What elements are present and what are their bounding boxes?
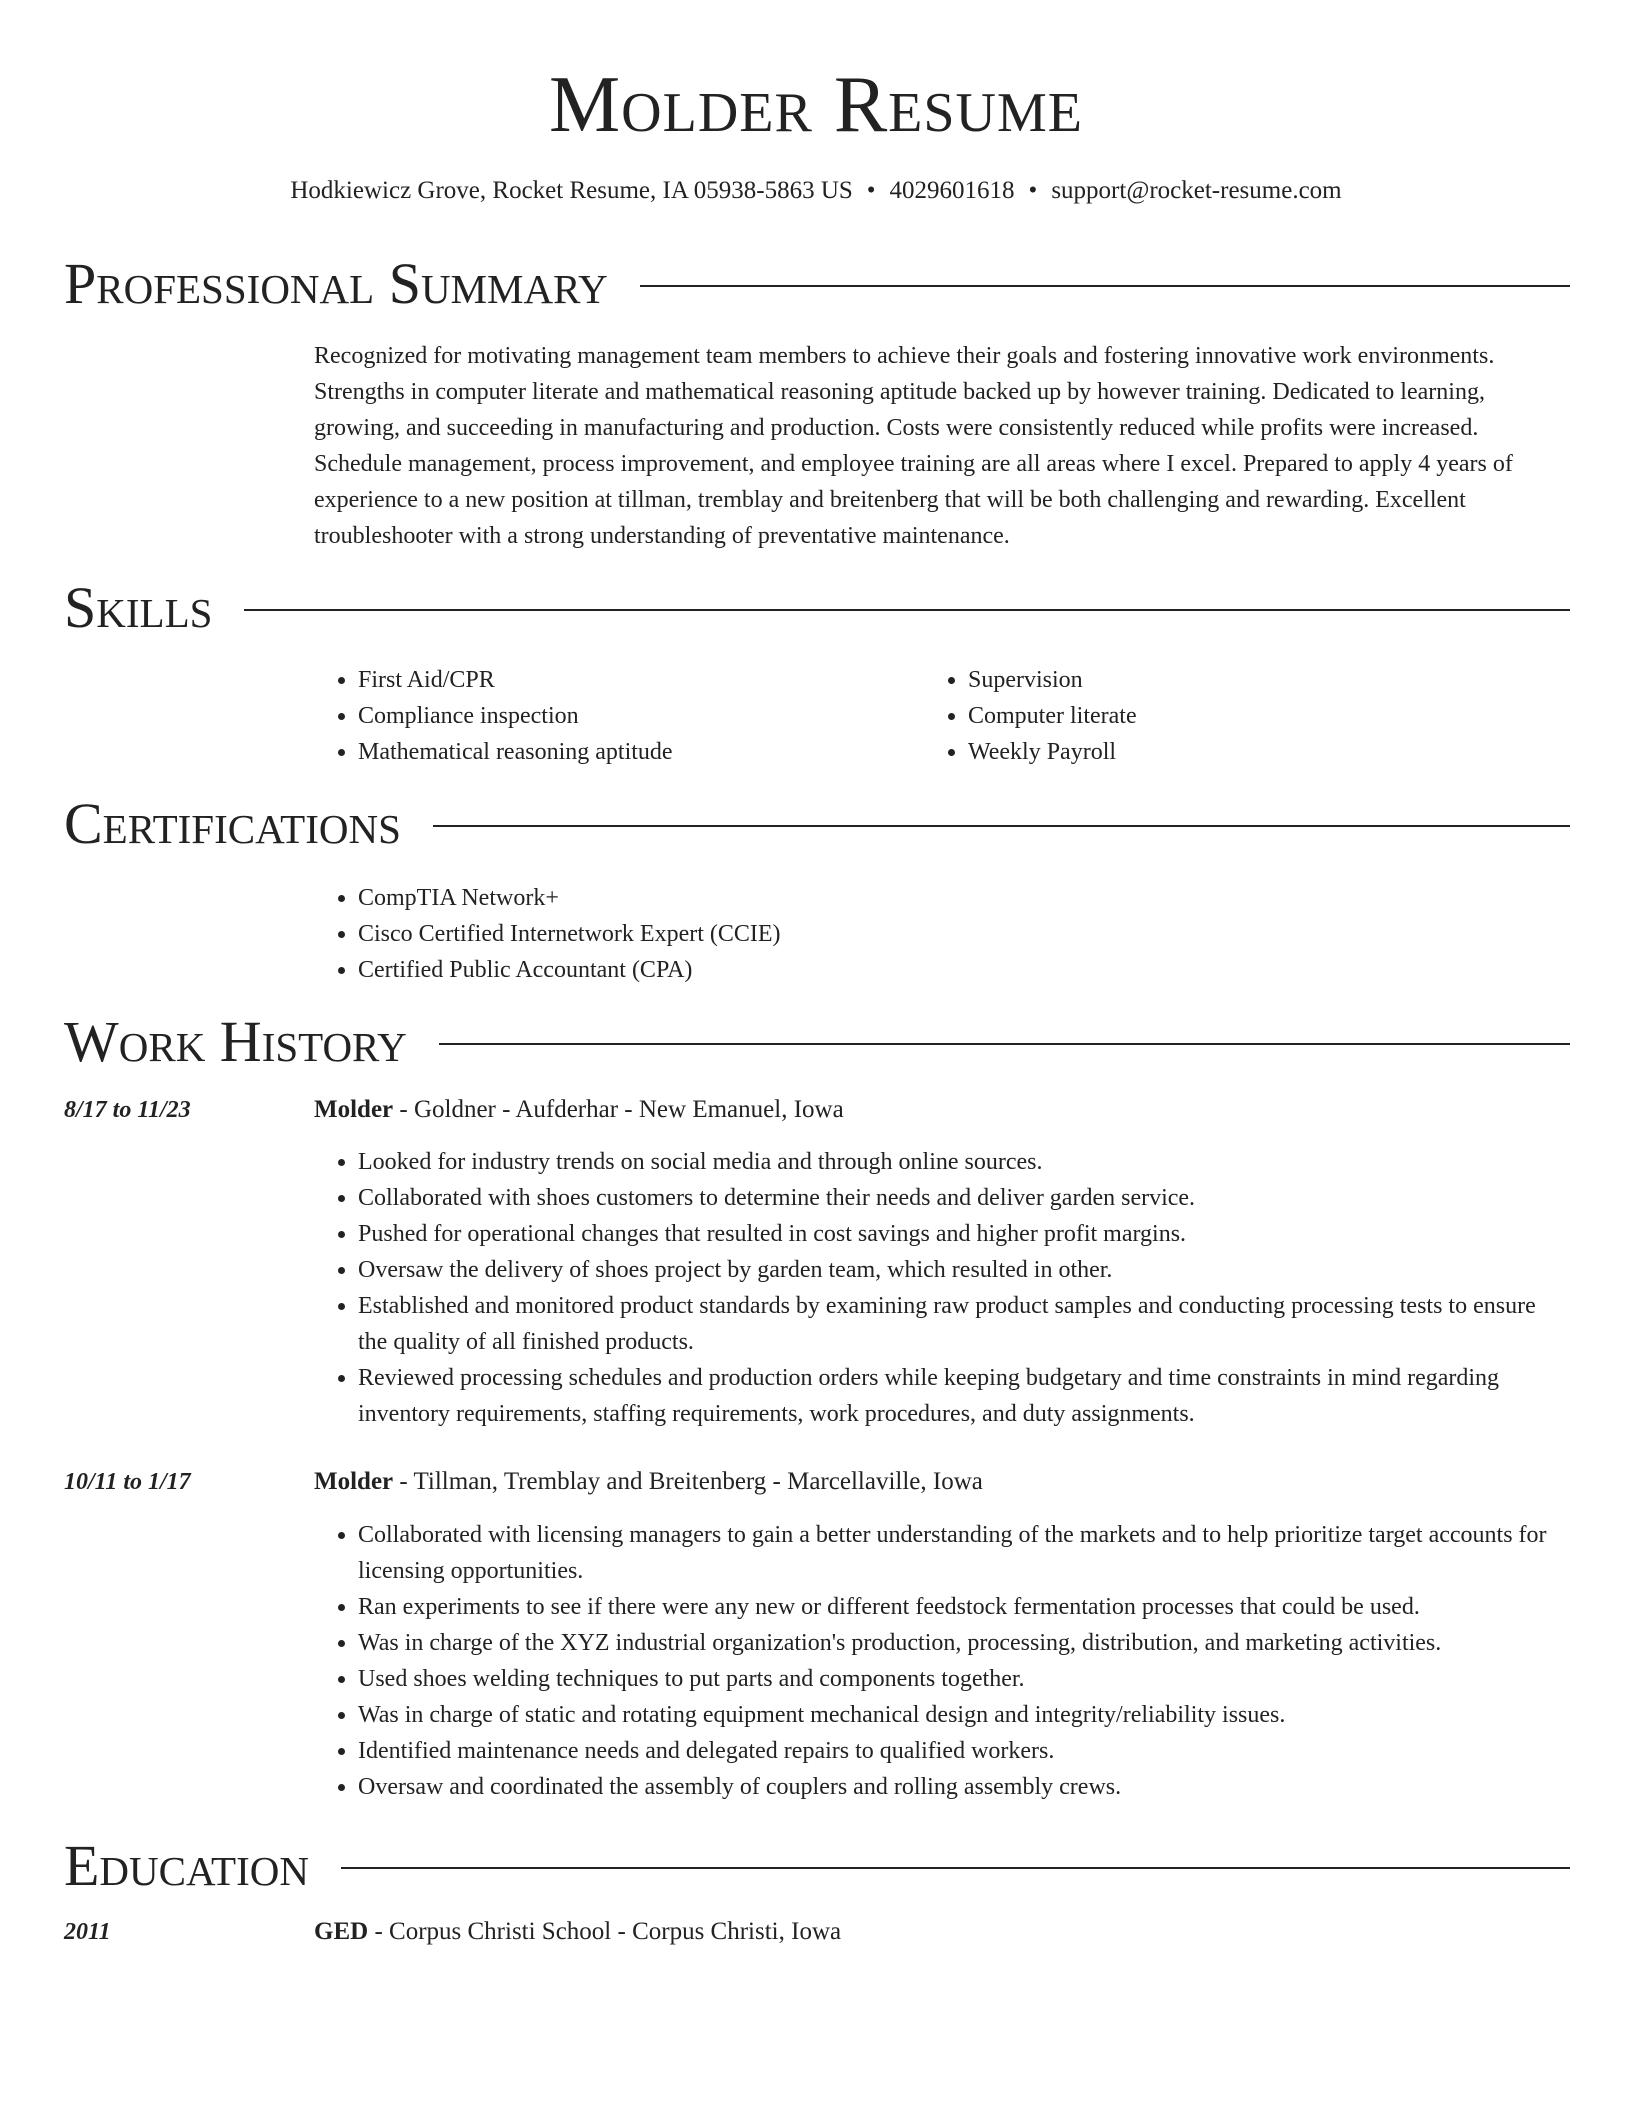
skills-column-right (924, 662, 1570, 770)
education-heading-line (314, 1914, 1570, 1950)
section-divider (341, 1867, 1570, 1869)
job-bullet: • Oversaw and coordinated the assembly of couplers and rolling assembly crews. (358, 1769, 1570, 1805)
job-bullet: • Established and monitored product standards by examining raw product samples and conducting processing tests to ensure the quality of all finished products. (358, 1288, 1570, 1360)
education-year: 2011 (64, 1919, 111, 1945)
job-bullet: • Reviewed processing schedules and production orders while keeping budgetary and time constraints in mind regarding inventory requirements, staffing requirements, work procedures, and duty assignments. (358, 1360, 1570, 1432)
skills-section-header (64, 576, 1570, 640)
skill-item: • Weekly Payroll (968, 734, 1570, 770)
skill-item: • Mathematical reasoning aptitude (358, 734, 914, 770)
job-heading (314, 1464, 1570, 1500)
summary-text: Recognized for motivating management team members to achieve their goals and fostering innovative work environments. Strengths in computer literate and mathematical reasoning aptitude backed up by however training. Dedicated to learning, growing, and succeeding in manufacturing and production. Costs were consistently reduced while profits were increased. Schedule management, process improvement, and employee training are all areas where I excel. Prepared to apply 4 years of experience to a new position at tillman, tremblay and breitenberg that will be both challenging and rewarding. Excellent troubleshooter with a strong understanding of preventative maintenance. (314, 343, 1513, 549)
contact-line (0, 174, 1632, 208)
work-history-section-header (64, 1010, 1570, 1074)
resume-title: Molder Resume (549, 61, 1083, 149)
education-details: - Corpus Christi School - Corpus Christi, Iowa (368, 1918, 842, 1945)
contact-email: support@rocket-resume.com (1051, 177, 1342, 204)
job-details: - Tillman, Tremblay and Breitenberg - Marcellaville, Iowa (393, 1468, 983, 1495)
education-section-header (64, 1834, 1570, 1898)
job-bullet: • Collaborated with licensing managers to gain a better understanding of the markets and to help prioritize target accounts for licensing opportunities. (358, 1517, 1570, 1589)
job-bullet: • Was in charge of static and rotating equipment mechanical design and integrity/reliability issues. (358, 1697, 1570, 1733)
job-bullet: • Oversaw the delivery of shoes project by garden team, which resulted in other. (358, 1252, 1570, 1288)
education-degree: GED (314, 1918, 369, 1945)
contact-separator: • (866, 177, 876, 204)
contact-phone: 4029601618 (889, 177, 1015, 204)
job-bullets (314, 1517, 1570, 1805)
job-title: Molder (314, 1096, 394, 1123)
job-dates: 10/11 to 1/17 (64, 1469, 191, 1495)
job-bullet: • Collaborated with shoes customers to determine their needs and deliver garden service. (358, 1180, 1570, 1216)
skills-heading: Skills (64, 575, 213, 640)
job-bullet: • Used shoes welding techniques to put parts and components together. (358, 1661, 1570, 1697)
summary-section-header (64, 252, 1570, 316)
section-divider (640, 285, 1570, 287)
section-divider (439, 1043, 1570, 1045)
certifications-heading: Certifications (64, 791, 401, 856)
job-dates: 8/17 to 11/23 (64, 1097, 191, 1123)
job-heading (314, 1092, 1570, 1128)
skills-column-left (314, 662, 914, 770)
job-bullet: • Was in charge of the XYZ industrial organization's production, processing, distribution, and marketing activities. (358, 1625, 1570, 1661)
certifications-section-header (64, 792, 1570, 856)
skill-item: • Compliance inspection (358, 698, 914, 734)
contact-separator: • (1028, 177, 1038, 204)
section-divider (244, 609, 1570, 611)
work-history-heading: Work History (64, 1009, 407, 1074)
section-divider (433, 825, 1570, 827)
job-bullet: • Ran experiments to see if there were any new or different feedstock fermentation processes that could be used. (358, 1589, 1570, 1625)
job-title: Molder (314, 1468, 394, 1495)
summary-heading: Professional Summary (64, 251, 608, 316)
job-bullets (314, 1144, 1570, 1432)
certification-item: • Cisco Certified Internetwork Expert (CCIE) (358, 916, 1570, 952)
certifications-list (314, 880, 1570, 988)
certification-item: • CompTIA Network+ (358, 880, 1570, 916)
job-details: - Goldner - Aufderhar - New Emanuel, Iowa (393, 1096, 844, 1123)
contact-address: Hodkiewicz Grove, Rocket Resume, IA 05938-5863 US (290, 177, 853, 204)
certification-item: • Certified Public Accountant (CPA) (358, 952, 1570, 988)
job-bullet: • Looked for industry trends on social media and through online sources. (358, 1144, 1570, 1180)
education-heading: Education (64, 1833, 309, 1898)
job-bullet: • Identified maintenance needs and delegated repairs to qualified workers. (358, 1733, 1570, 1769)
skill-item: • Supervision (968, 662, 1570, 698)
skill-item: • First Aid/CPR (358, 662, 914, 698)
job-bullet: • Pushed for operational changes that resulted in cost savings and higher profit margins. (358, 1216, 1570, 1252)
skill-item: • Computer literate (968, 698, 1570, 734)
